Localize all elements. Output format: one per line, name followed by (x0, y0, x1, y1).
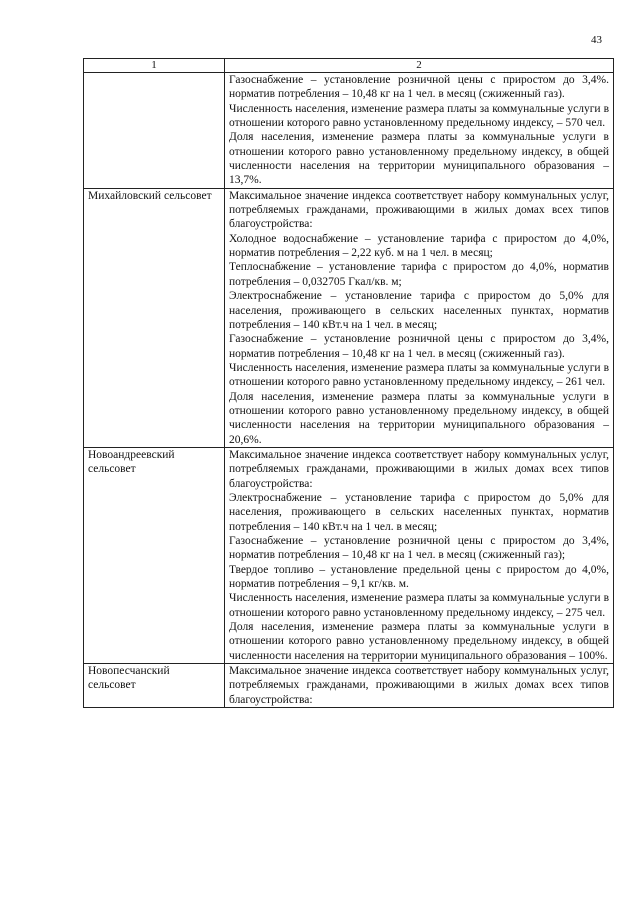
description-paragraph: Газоснабжение – установление розничной цены с приростом до 3,4%, норматив потребления – 10,48 кг на 1 чел. в месяц (сжиженный газ); (229, 535, 609, 562)
description-paragraph: Газоснабжение – установление розничной цены с приростом до 3,4%, норматив потребления – 10,48 кг на 1 чел. в месяц (сжиженный газ). (229, 333, 609, 360)
municipality-cell (84, 73, 225, 189)
description-cell (225, 73, 614, 189)
description-cell (225, 188, 614, 447)
description-paragraph: Доля населения, изменение размера платы за коммунальные услуги в отношении которого равно установленному предельному индексу, в общей численности населения на территории муниципального образования – 20,6%. (229, 390, 609, 446)
table-row (84, 188, 614, 447)
description-paragraph: Теплоснабжение – установление тарифа с приростом до 4,0%, норматив потребления – 0,032705 Гкал/кв. м; (229, 261, 609, 288)
description-cell (225, 664, 614, 708)
description-paragraph: Твердое топливо – установление предельной цены с приростом до 4,0%, норматив потребления – 9,1 кг/кв. м. (229, 563, 609, 591)
description-paragraph: Максимальное значение индекса соответствует набору коммунальных услуг, потребляемых гражданами, проживающими в жилых домах всех типов благоустройства: (229, 189, 609, 231)
description-paragraph: Газоснабжение – установление розничной цены с приростом до 3,4%. норматив потребления – 10,48 кг на 1 чел. в месяц (сжиженный газ). (229, 74, 609, 101)
municipality-name: Новопесчанский сельсовет (88, 665, 170, 692)
table-header-row (84, 59, 614, 73)
description-paragraph: Электроснабжение – установление тарифа с приростом до 5,0% для населения, проживающего в сельских населенных пунктах, норматив потребления – 140 кВт.ч на 1 чел. в месяц; (229, 290, 609, 331)
table-row (84, 447, 614, 663)
description-paragraph: Численность населения, изменение размера платы за коммунальные услуги в отношении которого равно установленному предельному индексу, – 261 чел. (229, 361, 609, 389)
description-paragraph: Максимальное значение индекса соответствует набору коммунальных услуг, потребляемых гражданами, проживающими в жилых домах всех типов благоустройства: (229, 665, 609, 706)
description-paragraph: Численность населения, изменение размера платы за коммунальные услуги в отношении которого равно установленному предельному индексу, – 570 чел. (229, 102, 609, 130)
page-number: 43 (591, 34, 602, 46)
municipality-cell (84, 447, 225, 663)
municipality-name: Михайловский сельсовет (88, 189, 212, 202)
description-paragraph: Доля населения, изменение размера платы за коммунальные услуги в отношении которого равно установленному предельному индексу, в общей численности населения на территории муниципального образования – 13,7%. (229, 131, 609, 187)
description-paragraph: Максимальное значение индекса соответствует набору коммунальных услуг, потребляемых гражданами, проживающими в жилых домах всех типов благоустройства: (229, 448, 609, 490)
municipality-cell (84, 664, 225, 708)
description-paragraph: Электроснабжение – установление тарифа с приростом до 5,0% для населения, проживающего в сельских населенных пунктах, норматив потребления – 140 кВт.ч на 1 чел. в месяц; (229, 491, 609, 533)
municipality-cell (84, 188, 225, 447)
description-paragraph: Холодное водоснабжение – установление тарифа с приростом до 4,0%, норматив потребления – 2,22 куб. м на 1 чел. в месяц; (229, 232, 609, 260)
column-header-2: 2 (225, 59, 614, 73)
document-table (83, 58, 614, 708)
table-row (84, 73, 614, 189)
description-cell (225, 447, 614, 663)
municipality-name: Новоандреевский сельсовет (88, 448, 175, 476)
description-paragraph: Доля населения, изменение размера платы за коммунальные услуги в отношении которого равно установленному предельному индексу, в общей численности населения на территории муниципального образования – 100%. (229, 621, 609, 662)
column-header-1: 1 (84, 59, 225, 73)
description-paragraph: Численность населения, изменение размера платы за коммунальные услуги в отношении которого равно установленному предельному индексу, – 275 чел. (229, 592, 609, 619)
table-row (84, 664, 614, 708)
